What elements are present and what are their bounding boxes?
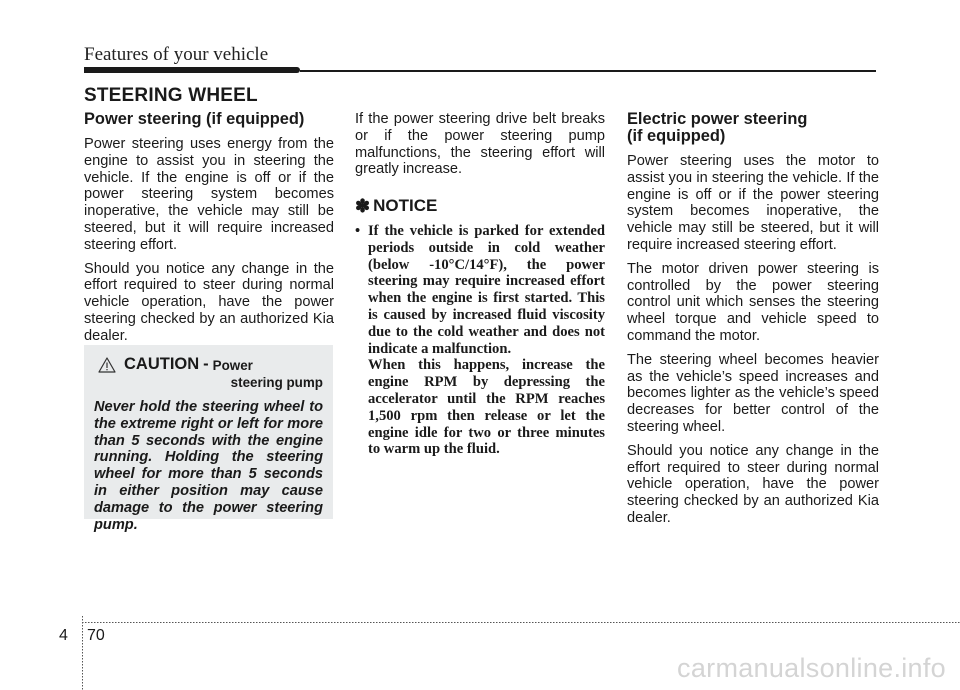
column-middle (355, 111, 605, 458)
eps-paragraph: Should you notice any change in the effort required to steer during normal vehicle operation, have the power steering checked by an authorized Kia dealer. (627, 442, 879, 526)
caution-dash: - (203, 355, 209, 373)
eps-heading-line1: Electric power steering (627, 110, 808, 128)
column-right (627, 111, 879, 534)
power-steering-paragraph: Power steering uses energy from the engine to assist you in steering the vehicle. If the engine is off or if the power steering system becomes inoperative, the vehicle may still be steered, but it will require increased steering effort. (84, 136, 334, 253)
notice-title (355, 198, 605, 215)
bullet-icon: • (355, 222, 361, 239)
notice-item-text: If the vehicle is parked for extended periods outside in cold weather (below -10°C/14°F), the power steering may require increased effort when the engine is first started. This is caused by increased fluid viscosity due to the cold weather and does not indicate a malfunction. (368, 222, 605, 357)
notice-star-icon: ✽ (355, 196, 371, 217)
column-left (84, 111, 334, 352)
caution-subject (213, 355, 323, 391)
caution-body: Never hold the steering wheel to the extreme right or left for more than 5 seconds with the engine running. Holding the steering wheel for more than 5 seconds in either position may cause damage to the power steering pump. (94, 399, 323, 533)
watermark: carmanualsonline.info (677, 653, 946, 683)
header-title: Features of your vehicle (84, 44, 269, 65)
header-rule-thick (84, 67, 300, 73)
notice-label: NOTICE (373, 196, 438, 216)
warning-triangle-icon (98, 357, 116, 373)
footer-vertical-divider (82, 616, 83, 690)
notice-follow-text: When this happens, increase the engine RPM by depressing the accelerator until the RPM reaches 1,500 rpm then release or let the engine idle for two or three minutes to warm up the fluid. (368, 357, 605, 458)
caution-box (84, 345, 333, 533)
drive-belt-paragraph: If the power steering drive belt breaks or if the power steering pump malfunctions, the steering effort will greatly increase. (355, 111, 605, 178)
caution-subject-line1: Power (212, 358, 253, 373)
page-section-number: 4 (59, 627, 68, 644)
eps-heading-line2: (if equipped) (627, 127, 726, 145)
header-rule-thin (300, 70, 876, 72)
power-steering-heading: Power steering (if equipped) (84, 110, 305, 128)
notice-item (355, 223, 605, 357)
eps-paragraph: The motor driven power steering is controlled by the power steering control unit which senses the steering wheel torque and vehicle speed to command the motor. (627, 260, 879, 344)
notice-list (355, 223, 605, 357)
footer-horizontal-divider (82, 622, 960, 623)
eps-paragraph: Power steering uses the motor to assist you in steering the vehicle. If the engine is off or if the power steering system becomes inoperative, the vehicle may still be steered, but it will require increased steering effort. (627, 153, 879, 253)
eps-paragraph: The steering wheel becomes heavier as the vehicle’s speed increases and becomes lighter as the vehicle’s speed decreases for better control of the steering wheel. (627, 351, 879, 435)
power-steering-paragraph: Should you notice any change in the effort required to steer during normal vehicle operation, have the power steering checked by an authorized Kia dealer. (84, 260, 334, 344)
page-number: 70 (87, 627, 105, 644)
caution-label: CAUTION (124, 355, 200, 373)
caution-header (94, 355, 323, 391)
section-title: STEERING WHEEL (84, 85, 258, 106)
caution-subject-line2: steering pump (230, 375, 323, 390)
electric-power-steering-heading (627, 111, 879, 145)
